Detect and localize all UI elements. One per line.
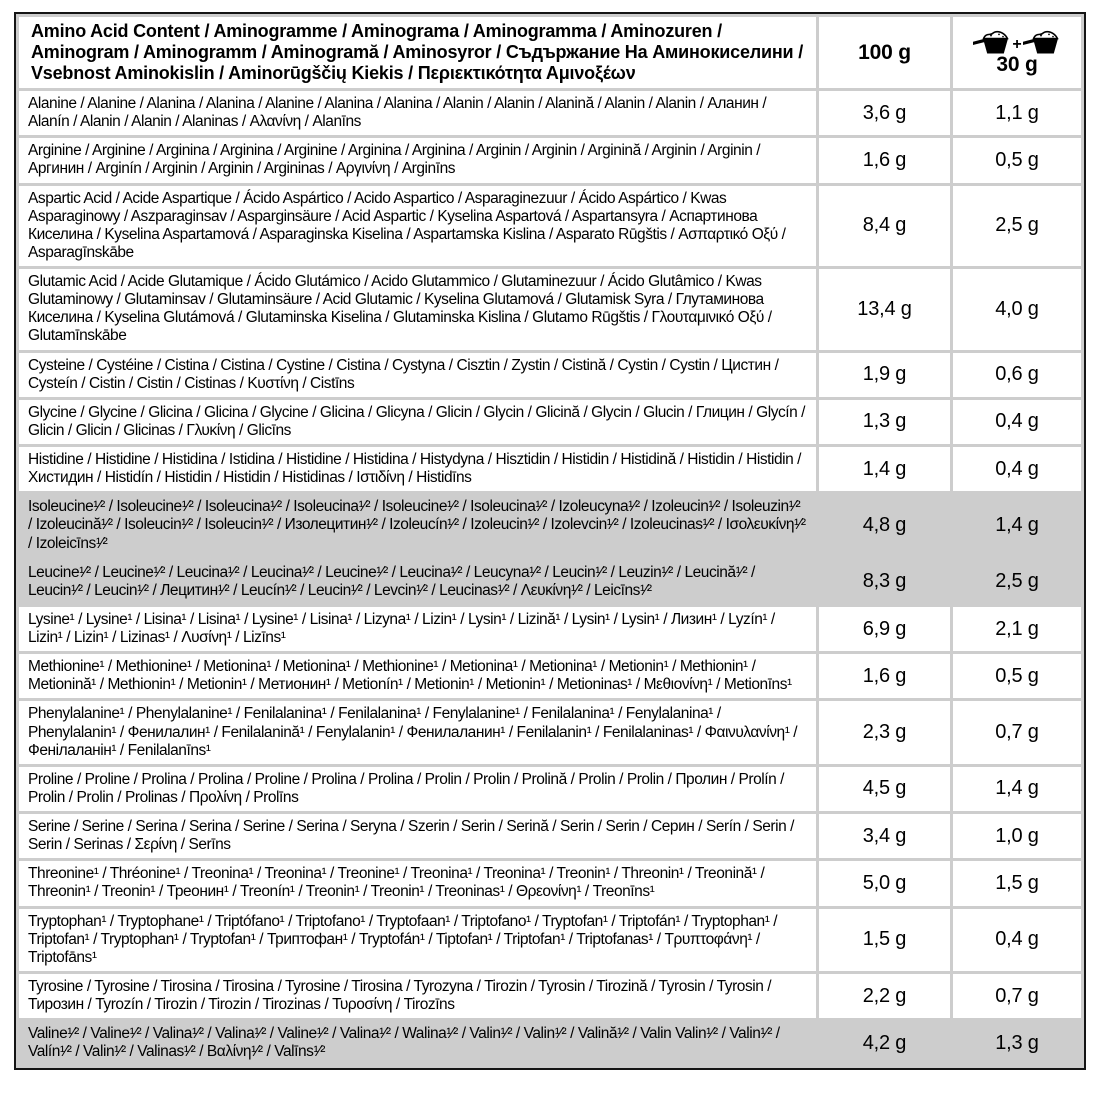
amino-acid-name: Serine / Serine / Serina / Serina / Serine / Serina / Seryna / Szerin / Serin / Serină / Serin / Serin / Серин / Serín / Serin / Serin / Serinas / Σερίνη / Serīns [19, 814, 816, 858]
scoop-icon [1023, 28, 1061, 55]
amino-acid-table [14, 12, 1086, 1070]
amino-acid-name: Leucine¹⁄² / Leucine¹⁄² / Leucina¹⁄² / Leucina¹⁄² / Leucine¹⁄² / Leucina¹⁄² / Leucyna¹⁄² / Leucin¹⁄² / Leuzin¹⁄² / Leucină¹⁄² / Leucin¹⁄² / Leucin¹⁄² / Лецитин¹⁄² / Leucín¹⁄² / Leucin¹⁄² / Levcin¹⁄² / Leucinas¹⁄² / Λευκίνη¹⁄² / Leicīns¹⁄² [28, 563, 755, 599]
amino-acid-name: Glutamic Acid / Acide Glutamique / Ácido Glutámico / Acido Glutammico / Glutaminezuur / Ácido Glutâmico / Kwas Glutaminowy / Glutaminsav / Glutaminsäure / Acid Glutamic / Kyselina Glutamová / Glutamisk Syra / Глутаминова Киселина / Kyselina Glutámová / Glutaminska Kiselina / Glutaminska Kislina / Glutamo Rūgštis / Γλουταμινικό Οξύ / Glutamīnskābe [19, 269, 816, 350]
table-row [19, 138, 1081, 182]
value-per-30g: 0,4 g [953, 447, 1081, 491]
table-row [19, 654, 1081, 698]
amino-acid-name: Tryptophan¹ / Tryptophane¹ / Triptófano¹ / Triptofano¹ / Tryptofaan¹ / Triptofano¹ / Tryptofan¹ / Triptofán¹ / Tryptophan¹ / Triptofan¹ / Tryptophan¹ / Tryptofan¹ / Триптофан¹ / Tryptofán¹ / Tiptofan¹ / Triptofan¹ / Triptofanas¹ / Τρυπτοφάνη¹ / Triptofāns¹ [19, 909, 816, 971]
amino-acid-name: Cysteine / Cystéine / Cistina / Cistina / Cystine / Cistina / Cystyna / Cisztin / Zystin / Cistină / Cystin / Cystin / Цистин / Cysteín / Cistin / Cistin / Cistinas / Κυστίνη / Cistīns [19, 353, 816, 397]
value-per-30g: 0,4 g [953, 909, 1081, 971]
value-per-100g: 4,8 g [862, 513, 907, 536]
value-per-100g: 2,3 g [819, 701, 950, 763]
table-row [19, 909, 1081, 971]
table-row [19, 447, 1081, 491]
table-row [19, 186, 1081, 267]
table-row [19, 974, 1081, 1018]
value-per-100g: 3,6 g [819, 91, 950, 135]
amino-acid-name: Glycine / Glycine / Glicina / Glicina / Glycine / Glicina / Glicyna / Glicin / Glycin / Glicină / Glycin / Glucin / Глицин / Glycín / Glicin / Glicin / Glicinas / Γλυκίνη / Glicīns [19, 400, 816, 444]
value-per-30g: 0,6 g [953, 353, 1081, 397]
value-per-100g: 6,9 g [819, 607, 950, 651]
table-row [19, 353, 1081, 397]
amino-acid-name: Methionine¹ / Methionine¹ / Metionina¹ / Metionina¹ / Methionine¹ / Metionina¹ / Metionina¹ / Metionin¹ / Methionin¹ / Metionină¹ / Methionin¹ / Metionin¹ / Метионин¹ / Metionín¹ / Metionin¹ / Metionin¹ / Metioninas¹ / Μεθιονίνη¹ / Metionīns¹ [19, 654, 816, 698]
value-per-30g: 2,5 g [953, 186, 1081, 267]
value-per-30g: 0,5 g [953, 654, 1081, 698]
table-title: Amino Acid Content / Aminogramme / Aminograma / Aminogramma / Aminozuren / Aminogram / Aminogramm / Aminogramă / Aminosyror / Съдържание На Аминокиселини / Vsebnost Aminokislin / Aminorūgščių Kiekis / Περιεκτικότητα Αμινοξέων [19, 17, 816, 88]
value-per-100g: 8,3 g [862, 570, 907, 593]
value-per-100g: 3,4 g [819, 814, 950, 858]
value-per-100g: 1,9 g [819, 353, 950, 397]
table-row [19, 269, 1081, 350]
value-per-30g: 2,5 g [995, 570, 1039, 593]
table-row [19, 1021, 1081, 1065]
value-per-30g: 2,1 g [953, 607, 1081, 651]
column-header-30g [953, 17, 1081, 88]
table-row [19, 607, 1081, 651]
amino-acid-name: Threonine¹ / Thréonine¹ / Treonina¹ / Treonina¹ / Treonine¹ / Treonina¹ / Treonina¹ / Treonin¹ / Threonin¹ / Treonină¹ / Threonin¹ / Treonin¹ / Треонин¹ / Treonín¹ / Treonin¹ / Treonin¹ / Treoninas¹ / Θρεονίνη¹ / Treonīns¹ [19, 861, 816, 905]
value-per-30g: 0,5 g [953, 138, 1081, 182]
serving-scoops [973, 28, 1060, 55]
value-per-30g: 1,5 g [953, 861, 1081, 905]
value-per-100g: 1,4 g [819, 447, 950, 491]
value-per-100g: 2,2 g [819, 974, 950, 1018]
amino-acid-name: Aspartic Acid / Acide Aspartique / Ácido Aspártico / Acido Aspartico / Asparaginezuur / Ácido Aspártico / Kwas Asparaginowy / Aszparaginsav / Asparginsäure / Acid Aspartic / Kyselina Aspartová / Aspartansyra / Аспартинова Киселина / Kyselina Aspartamová / Asparaginska Kiselina / Aspartamska Kislina / Asparato Rūgštis / Ασπαρτικό Οξύ / Asparagīnskābe [19, 186, 816, 267]
table-row [19, 767, 1081, 811]
table-body [19, 91, 1081, 1065]
nutrition-label [14, 12, 1086, 1070]
value-per-100g: 8,4 g [819, 186, 950, 267]
value-per-100g: 4,2 g [862, 1031, 907, 1054]
value-per-30g: 0,4 g [953, 400, 1081, 444]
value-per-30g: 1,4 g [953, 767, 1081, 811]
value-per-30g: 0,7 g [953, 701, 1081, 763]
value-per-100g: 1,5 g [819, 909, 950, 971]
table-row [19, 91, 1081, 135]
table-row [19, 494, 1081, 556]
table-row [19, 400, 1081, 444]
value-per-30g: 1,3 g [995, 1031, 1039, 1054]
amino-acid-name: Alanine / Alanine / Alanina / Alanina / Alanine / Alanina / Alanina / Alanin / Alanin / Alanină / Alanin / Alanin / Аланин / Alanín / Alanin / Alanin / Alaninas / Αλανίνη / Alanīns [19, 91, 816, 135]
value-per-100g: 5,0 g [819, 861, 950, 905]
value-per-30g: 4,0 g [953, 269, 1081, 350]
scoop-icon [973, 28, 1011, 55]
table-row [19, 861, 1081, 905]
amino-acid-name: Valine¹⁄² / Valine¹⁄² / Valina¹⁄² / Valina¹⁄² / Valine¹⁄² / Valina¹⁄² / Walina¹⁄² / Valin¹⁄² / Valin¹⁄² / Valină¹⁄² / Valin Valin¹⁄² / Valin¹⁄² / Valín¹⁄² / Valin¹⁄² / Valinas¹⁄² / Βαλίνη¹⁄² / Valīns¹⁄² [28, 1025, 780, 1061]
column-header-100g: 100 g [819, 17, 950, 88]
amino-acid-name: Isoleucine¹⁄² / Isoleucine¹⁄² / Isoleucina¹⁄² / Isoleucina¹⁄² / Isoleucine¹⁄² / Isoleucina¹⁄² / Izoleucyna¹⁄² / Izoleucin¹⁄² / Isoleuzin¹⁄² / Izoleucină¹⁄² / Isoleucin¹⁄² / Isoleucin¹⁄² / Изолецитин¹⁄² / Izoleucín¹⁄² / Izoleucin¹⁄² / Izolevcin¹⁄² / Izoleucinas¹⁄² / Ισολευκίνη¹⁄² / Izoleicīns¹⁄² [28, 498, 806, 552]
value-per-100g: 1,6 g [819, 654, 950, 698]
amino-acid-name: Histidine / Histidine / Histidina / Istidina / Histidine / Histidina / Histydyna / Hisztidin / Histidin / Histidină / Histidin / Histidin / Хистидин / Histidín / Histidin / Histidin / Histidinas / Ιστιδίνη / Histidīns [19, 447, 816, 491]
amino-acid-name: Lysine¹ / Lysine¹ / Lisina¹ / Lisina¹ / Lysine¹ / Lisina¹ / Lizyna¹ / Lizin¹ / Lysin¹ / Lizină¹ / Lysin¹ / Lysin¹ / Лизин¹ / Lyzín¹ / Lizin¹ / Lizin¹ / Lizinas¹ / Λυσίνη¹ / Lizīns¹ [19, 607, 816, 651]
value-per-30g: 1,1 g [953, 91, 1081, 135]
table-row [19, 560, 1081, 604]
value-per-100g: 1,3 g [819, 400, 950, 444]
amino-acid-name: Tyrosine / Tyrosine / Tirosina / Tirosina / Tyrosine / Tirosina / Tyrozyna / Tirozin / Tyrosin / Tirozină / Tyrosin / Tyrosin / Тирозин / Tyrozín / Tirozin / Tirozin / Tirozinas / Τυροσίνη / Tirozīns [19, 974, 816, 1018]
column-header-30g-label: 30 g [996, 53, 1038, 76]
amino-acid-name: Proline / Proline / Prolina / Prolina / Proline / Prolina / Prolina / Prolin / Prolin / Prolină / Prolin / Prolin / Пролин / Prolín / Prolin / Prolin / Prolinas / Προλίνη / Prolīns [19, 767, 816, 811]
value-per-30g: 1,0 g [953, 814, 1081, 858]
plus-sign: + [1012, 35, 1022, 53]
value-per-30g: 1,4 g [995, 513, 1039, 536]
amino-acid-name: Phenylalanine¹ / Phenylalanine¹ / Fenilalanina¹ / Fenilalanina¹ / Fenylalanine¹ / Fenilalanina¹ / Fenylalanina¹ / Phenylalanin¹ / Фенилалин¹ / Fenilalanină¹ / Fenylalanin¹ / Фенилаланин¹ / Fenilalanin¹ / Fenilalaninas¹ / Φαινυλανίνη¹ / Фенілаланін¹ / Fenilalanīns¹ [19, 701, 816, 763]
table-row [19, 814, 1081, 858]
value-per-100g: 13,4 g [819, 269, 950, 350]
table-row [19, 701, 1081, 763]
value-per-100g: 1,6 g [819, 138, 950, 182]
table-header-row [19, 17, 1081, 88]
value-per-100g: 4,5 g [819, 767, 950, 811]
value-per-30g: 0,7 g [953, 974, 1081, 1018]
amino-acid-name: Arginine / Arginine / Arginina / Arginina / Arginine / Arginina / Arginina / Arginin / Arginin / Arginină / Arginin / Arginin / Аргинин / Arginín / Arginin / Arginin / Argininas / Αργινίνη / Arginīns [19, 138, 816, 182]
